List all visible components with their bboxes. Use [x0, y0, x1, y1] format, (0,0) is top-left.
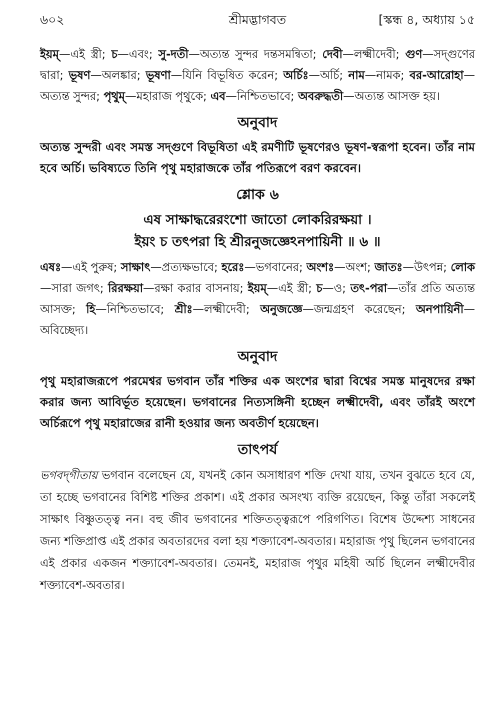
term-meaning: —মহারাজ পৃথুকে;	[125, 89, 211, 103]
sanskrit-term: জাতঃ	[374, 260, 403, 274]
term-meaning: —নামক;	[364, 68, 410, 82]
term-meaning: —জন্মগ্রহণ করেছেন;	[302, 302, 416, 316]
translation-heading: অনুবাদ	[237, 115, 278, 131]
term-meaning: —নিশ্চিতভাবে;	[95, 302, 175, 316]
sanskrit-term: শ্রীঃ	[174, 302, 193, 316]
translation-heading-2: অনুবাদ	[237, 349, 278, 365]
term-meaning: —তাঁর প্রতি অত্যন্ত আসক্ত;	[40, 281, 475, 316]
sanskrit-term: পৃথুম্	[103, 89, 126, 103]
term-meaning: —লক্ষ্মীদেবী;	[342, 47, 406, 61]
synonyms-top	[40, 44, 475, 107]
term-meaning: —এই স্ত্রী;	[58, 47, 112, 61]
term-meaning: —এই পুরুষ;	[61, 260, 121, 274]
sanskrit-term: ইয়ম্	[247, 281, 267, 295]
sanskrit-term: গুণ	[405, 47, 423, 61]
chapter-reference: [স্কন্ধ ৪, অধ্যায় ১৫	[378, 12, 475, 27]
term-meaning: —অলঙ্কার;	[90, 68, 146, 82]
term-meaning: —প্রত্যক্ষভাবে;	[150, 260, 222, 274]
term-meaning: —যিনি বিভূষিত করেন;	[170, 68, 284, 82]
term-meaning: —এবং;	[117, 47, 159, 61]
sanskrit-term: লোক	[450, 260, 476, 274]
sanskrit-term: ইয়ম্	[40, 47, 59, 61]
term-meaning: —ও;	[322, 281, 351, 295]
sanskrit-term: হরেঃ	[221, 260, 245, 274]
sanskrit-term: তৎ-পরা	[350, 281, 387, 295]
purport-heading: তাৎপর্য	[237, 442, 278, 458]
translation-text: অত্যন্ত সুন্দরী এবং সমস্ত সদ্‌গুণে বিভূষিতা এই রমণীটি ভূষণেরও ভূষণ-স্বরূপা হবেন। তাঁর নাম হবে অর্চি। ভবিষ্যতে তিনি পৃথু মহারাজকে তাঁর পতিরূপে বরণ করবেন।	[40, 140, 475, 175]
term-meaning: —নিশ্চিতভাবে;	[225, 89, 298, 103]
page-header	[40, 12, 475, 32]
sanskrit-term: অর্চিঃ	[283, 68, 309, 82]
sanskrit-term: চ	[111, 47, 118, 61]
sanskrit-term: অনুজজ্ঞে	[260, 302, 303, 316]
sanskrit-term: দেবী	[322, 47, 343, 61]
sanskrit-term: এষঃ	[40, 260, 62, 274]
sanskrit-term: অবরুদ্ধতী	[298, 89, 344, 103]
term-meaning: —অত্যন্ত সুন্দর;	[40, 68, 475, 103]
book-title: শ্রীমদ্ভাগবত	[228, 12, 287, 27]
sanskrit-term: রিরক্ষয়া	[107, 281, 144, 295]
term-meaning: —সারা জগৎ;	[40, 281, 108, 295]
term-meaning: —রক্ষা করার বাসনায়;	[143, 281, 248, 295]
term-meaning: —অবিচ্ছেদ্য।	[40, 302, 475, 337]
sanskrit-term: হি	[86, 302, 96, 316]
term-meaning: —উৎপন্ন;	[402, 260, 451, 274]
purport-text	[40, 464, 475, 596]
verse-line-1: এষ সাক্ষাদ্ধরেরংশো জাতো লোকরিরক্ষয়া ।	[143, 212, 372, 228]
term-meaning: —সদ্‌গুণের দ্বারা;	[40, 47, 475, 82]
term-meaning: —ভগবানের;	[244, 260, 307, 274]
term-meaning: —অত্যন্ত আসক্ত হয়।	[343, 89, 440, 103]
synonyms-verse-6	[40, 257, 475, 341]
sanskrit-term: বর-আরোহা	[409, 68, 464, 82]
page-body	[40, 44, 475, 596]
sanskrit-term: চ	[316, 281, 323, 295]
sanskrit-term: সু-দতী	[158, 47, 189, 61]
term-meaning: —এই স্ত্রী;	[266, 281, 317, 295]
translation-text-2: পৃথু মহারাজরূপে পরমেশ্বর ভগবান তাঁর শক্তির এক অংশের দ্বারা বিশ্বের সমস্ত মানুষদের রক্ষা করার জন্য আবির্ভূত হয়েছেন। ভগবানের নিত্যসঙ্গিনী হচ্ছেন লক্ষ্মীদেবী, এবং তাঁরই অংশে অর্চিরূপে পৃথু মহারাজের রানী হওয়ার জন্য অবতীর্ণ হয়েছেন।	[40, 374, 475, 430]
sanskrit-term: অনপায়িনী	[415, 302, 464, 316]
page-number: ৬০২	[40, 12, 65, 27]
verse-line-2: ইয়ং চ তৎপরা হি শ্রীরনুজজ্ঞেঽনপায়িনী ॥ ৬ ॥	[134, 234, 381, 250]
sanskrit-term: নাম	[348, 68, 365, 82]
purport-body: ভগবান বলেছেন যে, যখনই কোন অসাধারণ শক্তি দেখা যায়, তখন বুঝতে হবে যে, তা হচ্ছে ভগবানের বিশিষ্ট শক্তির প্রকাশ। এই প্রকার অসংখ্য ব্যক্তি রয়েছেন, কিন্তু তাঁরা সকলেই সাক্ষাৎ বিষ্ণুতত্ত্ব নন। বহু জীব ভগবানের শক্তিতত্ত্বরূপে পরিগণিত। বিশেষ উদ্দেশ্য সাধনের জন্য শক্তিপ্রাপ্ত এই প্রকার অবতারদের বলা হয় শক্ত্যাবেশ-অবতার। মহারাজ পৃথু ছিলেন ভগবানের এই প্রকার একজন শক্ত্যাবেশ-অবতার। তেমনই, মহারাজ পৃথুর মহিষী অর্চি ছিলেন লক্ষ্মীদেবীর শক্ত্যাবেশ-অবতার।	[40, 468, 475, 592]
term-meaning: —লক্ষ্মীদেবী;	[192, 302, 261, 316]
sanskrit-term: অংশঃ	[306, 260, 335, 274]
term-meaning: —অংশ;	[334, 260, 375, 274]
verse-heading: শ্লোক ৬	[236, 187, 279, 203]
sanskrit-term: এব	[210, 89, 226, 103]
sanskrit-term: সাক্ষাৎ	[120, 260, 151, 274]
term-meaning: —অর্চি;	[308, 68, 349, 82]
purport-lead: ভগবদ্‌গীতায়	[40, 468, 98, 482]
sanskrit-term: ভূষণা	[145, 68, 171, 82]
sanskrit-term: ভূষণ	[68, 68, 91, 82]
term-meaning: —অত্যন্ত সুন্দর দন্তসমন্বিতা;	[188, 47, 323, 61]
